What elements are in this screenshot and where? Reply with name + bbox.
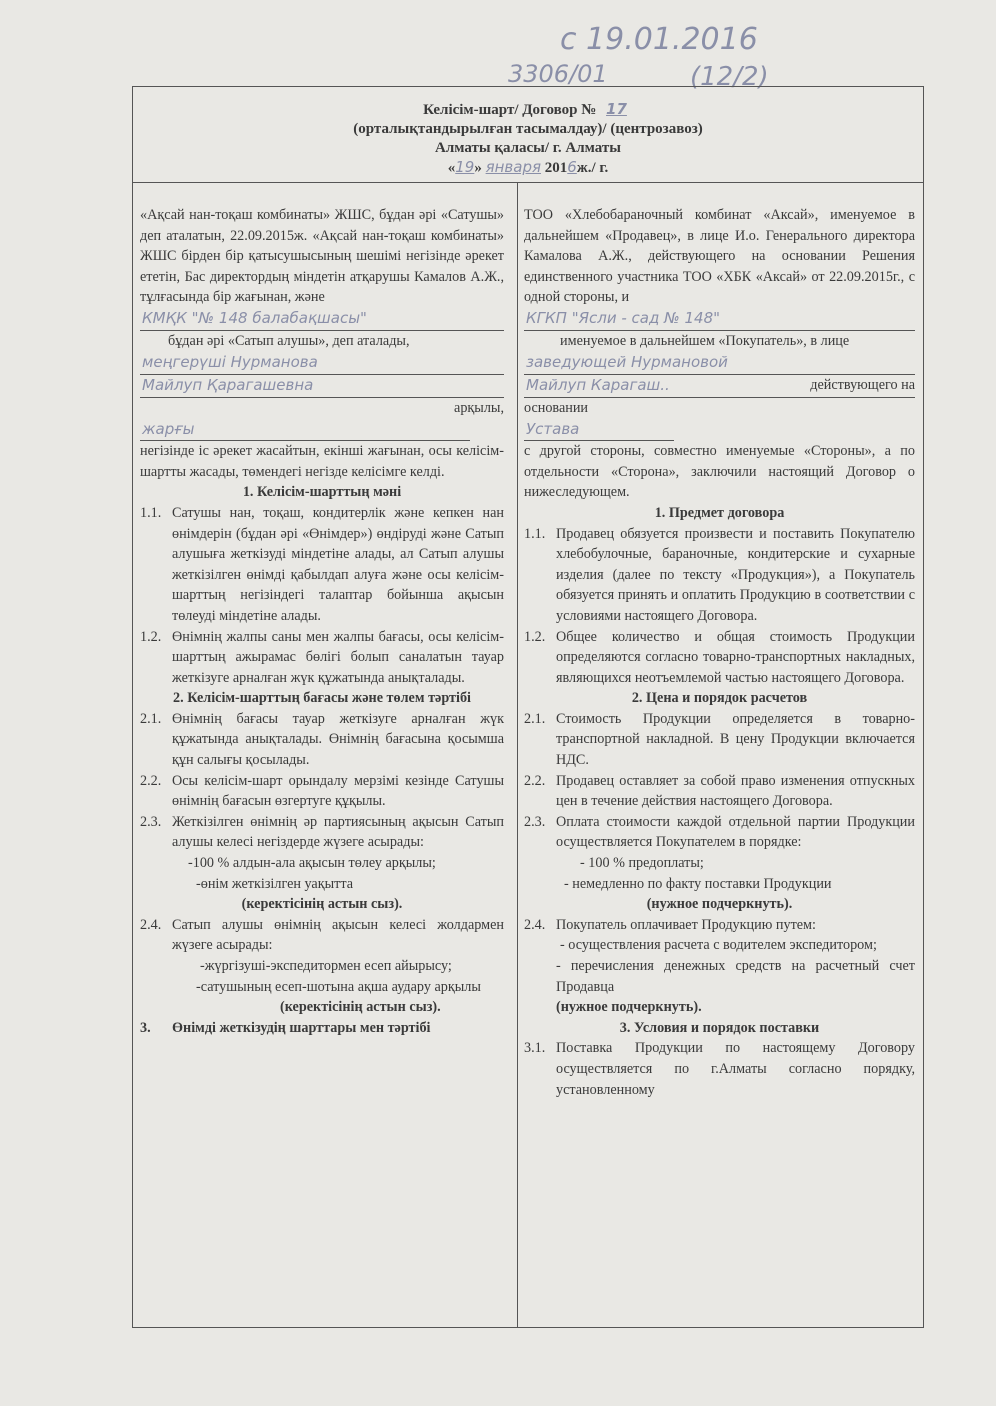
- handwritten-ru-person-2: Майлуп Карагаш..: [526, 375, 670, 394]
- kz-person-line-1: [140, 352, 504, 375]
- ru-item-2-4-option-a: - осуществления расчета с водителем экспедитором;: [560, 937, 877, 954]
- kz-section-2-title: 2. Келісім-шарттың бағасы және төлем тәртібі: [173, 690, 471, 707]
- ru-basis-line: [524, 418, 674, 441]
- contract-subtitle: (орталықтандырылған тасымалдау)/ (центрозавоз): [353, 121, 703, 137]
- handwritten-date: с 19.01.2016: [560, 22, 758, 57]
- ru-closing: с другой стороны, совместно именуемые «Стороны», а по отдельности «Сторона», заключили настоящий Договор о нижеследующем.: [524, 443, 915, 501]
- kz-item-1-1: 1.1. Сатушы нан, тоқаш, кондитерлік және кепкен нан өнімдерін (бұдан әрі «Өнімдер») өндіруді және Сатып алушыға жеткізуді міндетіне алады, ал Сатып алушы жеткізілген өнімді қабылдап алуға және осы келісім-шарттың негізіндегі талаптар бойынша ақысын төлеуді міндетіне алады.: [140, 504, 504, 624]
- handwritten-day: 19: [455, 158, 475, 176]
- ru-item-2-3: 2.3. Оплата стоимости каждой отдельной партии Продукции осуществляется Покупателем в порядке:: [524, 813, 915, 851]
- contract-header: [133, 87, 923, 183]
- contract-city: Алматы қаласы/ г. Алматы: [435, 140, 621, 156]
- ru-buyer-text: именуемое в дальнейшем «Покупатель», в лице: [560, 332, 850, 349]
- handwritten-kz-person-2: Майлуп Қарагашевна: [142, 375, 314, 394]
- ru-section-3-title: 3. Условия и порядок поставки: [619, 1019, 820, 1036]
- ru-acting: действующего на: [810, 376, 915, 393]
- handwritten-ru-person-1: заведующей Нурмановой: [526, 352, 728, 371]
- kz-basis-line: [140, 418, 470, 441]
- contract-table: [132, 86, 924, 1328]
- title-prefix: Келісім-шарт/ Договор №: [423, 102, 597, 118]
- kz-buyer-text: бұдан әрі «Сатып алушы», деп аталады,: [168, 332, 410, 349]
- contract-date: «19» января 2016ж./ г.: [447, 158, 609, 176]
- kz-item-2-1: 2.1. Өнімнің бағасы тауар жеткізуге арналған жүк құжатында анықталады. Өнімнің бағасына қосымша құн салығы қосылады.: [140, 710, 504, 769]
- ru-item-2-3-option-a: - 100 % предоплаты;: [580, 855, 704, 872]
- ru-item-1-2: 1.2. Общее количество и общая стоимость Продукции определяются согласно товарно-транспортных накладных, являющихся неотъемлемой частью настоящего Договора.: [524, 628, 915, 686]
- ru-person-line-1: [524, 352, 915, 375]
- handwritten-contract-no: 17: [606, 100, 627, 118]
- handwritten-reg-number: 3306/01: [508, 60, 608, 88]
- kz-arkyly: арқылы,: [454, 399, 504, 416]
- kz-item-2-4-option-a: -жүргізуші-экспедитормен есеп айырысу;: [200, 958, 452, 974]
- ru-item-2-4-note: (нужное подчеркнуть).: [556, 999, 702, 1016]
- ru-intro: ТОО «Хлебобараночный комбинат «Аксай», именуемое в дальнейшем «Продавец», в лице И.о. Генерального директора Камалова А.Ж., действующего на основании Решения единственного участника ТОО «ХБК «Аксай» от 22.09.2015г., с одной стороны, и: [524, 207, 915, 306]
- kz-buyer-line: [140, 308, 504, 331]
- handwritten-ru-buyer: КГКП "Ясли - сад № 148": [526, 309, 721, 328]
- kz-item-2-3: 2.3. Жеткізілген өнімнің әр партиясының ақысын Сатып алушы келесі негіздерде жүзеге асырады:: [140, 813, 504, 851]
- kz-item-2-4-note: (керектісінің астын сыз).: [280, 999, 441, 1016]
- handwritten-kz-person-1: меңгерүші Нурманова: [142, 352, 318, 371]
- russian-column: [524, 205, 915, 1100]
- ru-item-3-1: 3.1. Поставка Продукции по настоящему Договору осуществляется по г.Алматы согласно порядку, установленному: [524, 1040, 915, 1098]
- ru-item-2-3-option-b: - немедленно по факту поставки Продукции: [564, 875, 832, 892]
- handwritten-ru-basis: Устава: [526, 419, 580, 438]
- kz-item-2-2: 2.2. Осы келісім-шарт орындалу мерзімі кезінде Сатушы өнімнің бағасын өзгертуге құқылы.: [140, 772, 504, 810]
- kz-section-3-title: 3. Өнімді жеткізудің шарттары мен тәртібі: [140, 1019, 431, 1036]
- kz-item-1-2: 1.2. Өнімнің жалпы саны мен жалпы бағасы, осы келісім-шарттың ажырамас бөлігі болып саналатын тауар жеткізуге арналған жүк құжатында анықталады.: [140, 628, 504, 686]
- kz-item-2-3-option-b: -өнім жеткізілген уақытта: [196, 875, 354, 892]
- ru-item-2-4-option-b: - перечисления денежных средств на расчетный счет Продавца: [556, 958, 915, 995]
- kz-intro: «Ақсай нан-тоқаш комбинаты» ЖШС, бұдан әрі «Сатушы» деп аталатын, 22.09.2015ж. «Ақсай нан-тоқаш комбинаты» ЖШС бірден бір қатысушысының шешімі негізінде әрекет ететін, Бас директордың міндетін атқарушы Камалов А.Ж., тұлғасында бір жағынан, және: [140, 207, 504, 306]
- kz-closing: негізінде іс әрекет жасайтын, екінші жағынан, осы келісім-шартты жасады, төмендегі негізде келісімге келді.: [140, 443, 504, 480]
- handwritten-kz-buyer: КМҚК "№ 148 балабақшасы": [142, 309, 367, 328]
- ru-item-2-1: 2.1. Стоимость Продукции определяется в товарно-транспортной накладной. В цену Продукции включается НДС.: [524, 710, 915, 769]
- kazakh-column: [140, 205, 504, 1038]
- ru-buyer-line: [524, 308, 915, 331]
- column-divider: [517, 183, 518, 1327]
- handwritten-year-digit: 6: [567, 158, 577, 176]
- handwritten-reg-ref: (12/2): [690, 62, 769, 92]
- ru-person-line-2: [524, 375, 915, 398]
- ru-item-1-1: 1.1. Продавец обязуется произвести и поставить Покупателю хлебобулочные, бараночные, кондитерские и сухарные изделия (далее по тексту «Продукция»), а Покупатель обязуется принять и оплатить Продукцию в соответствии с условиями настоящего Договора.: [524, 525, 915, 624]
- contract-title: [133, 100, 923, 120]
- ru-section-1-title: 1. Предмет договора: [654, 504, 785, 521]
- kz-item-2-4-option-b: -сатушының есеп-шотына ақша аудару арқылы: [196, 978, 481, 995]
- ru-item-2-3-note: (нужное подчеркнуть).: [646, 896, 793, 913]
- ru-item-2-4: 2.4. Покупатель оплачивает Продукцию путем:: [524, 916, 816, 933]
- kz-section-1-title: 1. Келісім-шарттың мәні: [242, 484, 402, 501]
- kz-person-line-2: [140, 375, 504, 398]
- ru-item-2-2: 2.2. Продавец оставляет за собой право изменения отпускных цен в течение действия настоящего Договора.: [524, 772, 915, 810]
- handwritten-kz-basis: жарғы: [142, 419, 195, 438]
- kz-item-2-3-note: (керектісінің астын сыз).: [241, 896, 403, 913]
- ru-section-2-title: 2. Цена и порядок расчетов: [631, 690, 808, 707]
- handwritten-month: января: [485, 158, 542, 176]
- ru-basis-label: основании: [524, 399, 589, 416]
- kz-item-2-3-option-a: -100 % алдын-ала ақысын төлеу арқылы;: [188, 855, 436, 872]
- kz-item-2-4: 2.4. Сатып алушы өнімнің ақысын келесі жолдармен жүзеге асырады:: [140, 916, 504, 954]
